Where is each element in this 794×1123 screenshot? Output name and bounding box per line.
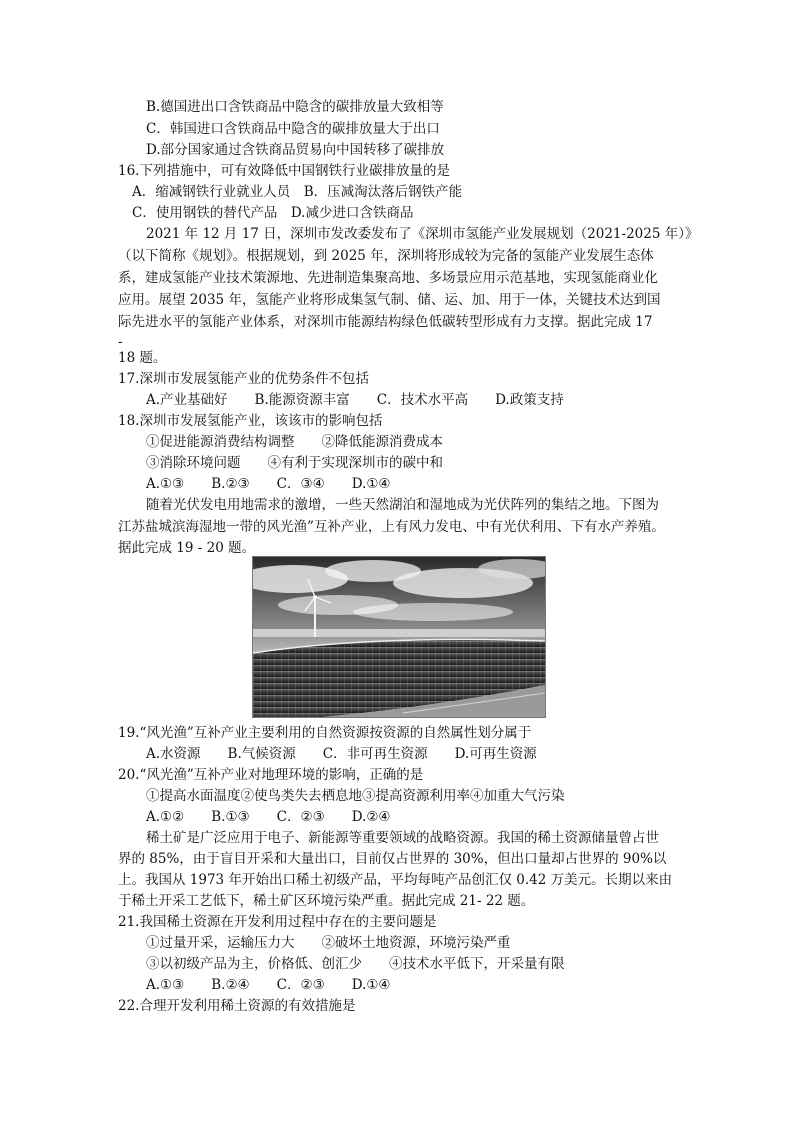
statements-18-b: ③消除环境问题 ④有利于实现深圳市的碳中和 [146,455,443,471]
passage-17-18-line-5: 际先进水平的氢能产业体系，对深圳市能源结构绿色低碳转型形成有力支撑。据此完成 17 [118,314,653,330]
option-15c: C．韩国进口含铁商品中隐含的碳排放量大于出口 [146,121,440,137]
passage-21-22-line-3: 上。我国从 1973 年开始出口稀土初级产品，平均每吨产品创汇仅 0.42 万美元。长期以来由 [118,872,673,888]
passage-21-22-line-1: 稀土矿是广泛应用于电子、新能源等重要领域的战略资源。我国的稀土资源储量曾占世 [146,830,659,846]
wind-solar-fishery-photo [252,556,546,718]
question-16: 16.下列措施中，可有效降低中国钢铁行业碳排放量的是 [118,163,450,179]
passage-21-22-line-2: 界的 85%，由于盲目开采和大量出口，目前仅占世界的 30%，但出口量却占世界的 90%以 [118,851,667,867]
passage-19-20-line-2: 江苏盐城滨海湿地一带的风光渔”互补产业，上有风力发电、中有光伏利用、下有水产养殖。 [118,519,665,535]
passage-17-18-line-6: - [118,334,123,350]
question-19: 19.“风光渔”互补产业主要利用的自然资源按资源的自然属性划分属于 [118,725,532,741]
statements-20: ①提高水面温度②使鸟类失去栖息地③提高资源利用率④加重大气污染 [146,788,565,804]
options-19: A.水资源 B.气候资源 C．非可再生资源 D.可再生资源 [146,746,537,762]
passage-17-18-line-7: 18 题。 [118,350,167,366]
option-15b: B.德国进出口含铁商品中隐含的碳排放量大致相等 [146,99,444,115]
question-22: 22.合理开发利用稀土资源的有效措施是 [118,998,356,1014]
question-20: 20.“风光渔”互补产业对地理环境的影响，正确的是 [118,767,424,783]
question-18: 18.深圳市发展氢能产业，该该市的影响包括 [118,413,383,429]
passage-17-18-line-4: 应用。展望 2035 年，氢能产业将形成集氢气制、储、运、加、用于一体，关键技术达到国 [118,292,661,308]
options-20: A.①② B.①③ C．②③ D.②④ [146,809,391,825]
options-18: A.①③ B.②③ C．③④ D.①④ [146,476,391,492]
passage-19-20-line-1: 随着光伏发电用地需求的激增，一些天然湖泊和湿地成为光伏阵列的集结之地。下图为 [146,497,659,513]
passage-17-18-line-2: （以下简称《规划》。根据规划，到 2025 年，深圳将形成较为完备的氢能产业发展生态体 [118,248,654,264]
statements-18-a: ①促进能源消费结构调整 ②降低能源消费成本 [146,434,443,450]
option-15d: D.部分国家通过含铁商品贸易向中国转移了碳排放 [146,142,445,158]
passage-19-20-line-3: 据此完成 19 - 20 题。 [118,540,256,556]
passage-17-18-line-1: 2021 年 12 月 17 日，深圳市发改委发布了《深圳市氢能产业发展规划（2021-2025 年）》 [146,226,699,242]
statements-21-b: ③以初级产品为主，价格低、创汇少 ④技术水平低下，开采量有限 [146,956,565,972]
options-16-ab: A．缩减钢铁行业就业人员 B．压减淘汰落后钢铁产能 [132,184,463,200]
passage-17-18-line-3: 系，建成氢能产业技术策源地、先进制造集聚高地、多场景应用示范基地，实现氢能商业化 [118,270,658,286]
statements-21-a: ①过量开采，运输压力大 ②破坏土地资源，环境污染严重 [146,935,511,951]
passage-21-22-line-4: 于稀土开采工艺低下，稀土矿区环境污染严重。据此完成 21- 22 题。 [118,893,535,909]
options-16-cd: C．使用钢铁的替代产品 D.减少进口含铁商品 [132,205,414,221]
options-17: A.产业基础好 B.能源资源丰富 C．技术水平高 D.政策支持 [146,392,564,408]
question-21: 21.我国稀土资源在开发利用过程中存在的主要问题是 [118,914,437,930]
options-21: A.①③ B.②④ C．②③ D.①④ [146,977,391,993]
question-17: 17.深圳市发展氢能产业的优势条件不包括 [118,371,369,387]
